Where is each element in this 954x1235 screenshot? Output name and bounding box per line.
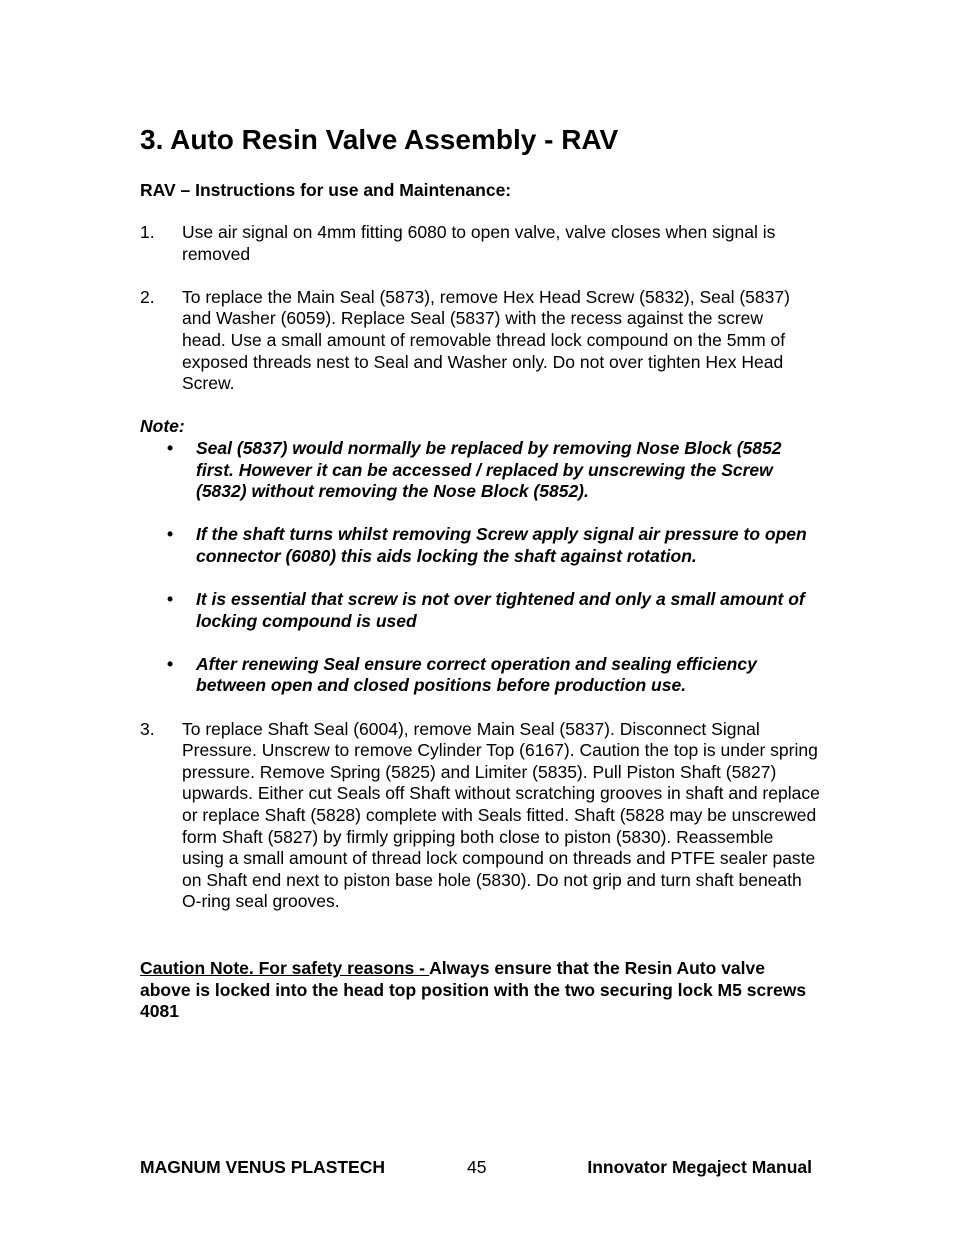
caution-text: Always ensure that the Resin Auto valve above is locked into the head top position with the two securing lock M5 screws 4081: [140, 958, 807, 1022]
note-text: It is essential that screw is not over tightened and only a small amount of locking compound is used: [196, 589, 805, 631]
instruction-step: [140, 287, 820, 395]
step-text: To replace the Main Seal (5873), remove Hex Head Screw (5832), Seal (5837) and Washer (6059). Replace Seal (5837) with the recess against the screw head. Use a small amount of removable thread lock compound on the 5mm of exposed threads nest to Seal and Washer only. Do not over tighten Hex Head Screw.: [182, 286, 790, 394]
note-text: Seal (5837) would normally be replaced by removing Nose Block (5852 first. However it can be accessed / replaced by unscrewing the Screw (5832) without removing the Nose Block (5852).: [196, 437, 782, 502]
step-text: To replace Shaft Seal (6004), remove Main Seal (5837). Disconnect Signal Pressure. Unscrew to remove Cylinder Top (6167). Caution the top is under spring pressure. Remove Spring (5825) and Limiter (5835). Pull Piston Shaft (5827) upwards. Either cut Seals off Shaft without scratching grooves in shaft and replace or replace Shaft (5828) complete with Seals fitted. Shaft (5828 may be unscrewed form Shaft (5827) by firmly gripping both close to piston (5830). Reassemble using a small amount of thread lock compound on threads and PTFE sealer paste on Shaft end next to piston base hole (5830). Do not grip and turn shaft beneath O-ring seal grooves.: [182, 718, 820, 912]
footer-manual-title: Innovator Megaject Manual: [587, 1157, 812, 1177]
note-item: [140, 438, 820, 503]
page-number: 45: [467, 1157, 487, 1177]
instruction-step: [140, 222, 820, 265]
note-text: If the shaft turns whilst removing Screw apply signal air pressure to open connector (6080) this aids locking the shaft against rotation.: [196, 524, 807, 566]
step-number: 3.: [140, 718, 155, 739]
caution-note: [140, 958, 820, 1023]
caution-label: Caution Note. For safety reasons -: [140, 958, 430, 978]
instruction-steps: [140, 222, 820, 913]
note-list: [140, 438, 820, 697]
step-text: Use air signal on 4mm fitting 6080 to open valve, valve closes when signal is removed: [182, 222, 776, 264]
bullet-icon: •: [167, 437, 174, 458]
step-number: 1.: [140, 222, 155, 242]
bullet-icon: •: [167, 653, 174, 674]
page-footer: [140, 1155, 812, 1179]
note-item: [140, 524, 820, 567]
step-number: 2.: [140, 286, 155, 307]
bullet-icon: •: [167, 524, 174, 545]
instructions-heading: RAV – Instructions for use and Maintenance:: [140, 180, 512, 200]
footer-company: MAGNUM VENUS PLASTECH: [140, 1157, 386, 1177]
note-item: [140, 589, 820, 632]
note-label: Note:: [140, 416, 185, 437]
note-text: After renewing Seal ensure correct operation and sealing efficiency between open and closed positions before production use.: [196, 653, 757, 696]
note-item: [140, 654, 820, 697]
instruction-step: [140, 719, 820, 913]
section-title: 3. Auto Resin Valve Assembly - RAV: [140, 124, 619, 155]
bullet-icon: •: [167, 589, 174, 610]
